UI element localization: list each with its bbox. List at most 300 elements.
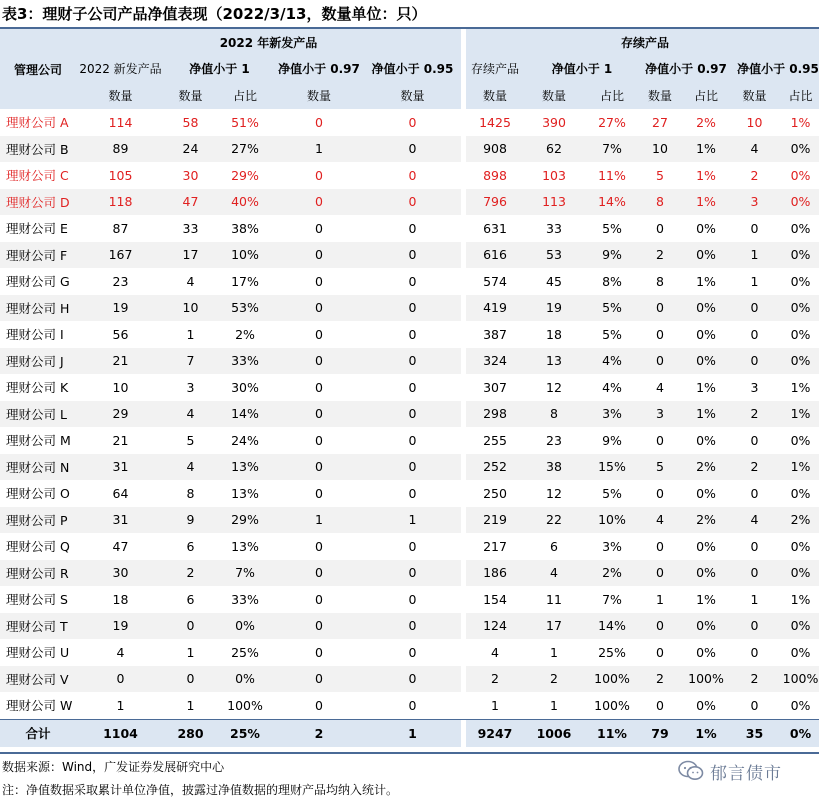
cell-ex-lt1: 1006 xyxy=(524,719,584,747)
cell-new-count: 31 xyxy=(76,507,165,534)
header-count: 数量 xyxy=(732,82,777,109)
cell-new-lt1-pct: 0% xyxy=(216,666,274,693)
cell-new-count: 18 xyxy=(76,586,165,613)
header-count: 数量 xyxy=(165,82,216,109)
cell-new-lt1: 47 xyxy=(165,189,216,216)
cell-ex-lt1-pct: 3% xyxy=(584,533,640,560)
cell-new-lt1-pct: 0% xyxy=(216,613,274,640)
table-row xyxy=(0,639,819,666)
cell-ex-lt097-pct: 1% xyxy=(680,189,732,216)
cell-new-lt1-pct: 13% xyxy=(216,480,274,507)
cell-ex-count: 255 xyxy=(466,427,524,454)
cell-new-count: 114 xyxy=(76,109,165,136)
cell-ex-lt095-pct: 0% xyxy=(777,719,819,747)
cell-ex-lt095: 0 xyxy=(732,348,777,375)
cell-company: 理财公司 M xyxy=(0,427,76,454)
cell-ex-lt095-pct: 0% xyxy=(777,692,819,719)
cell-ex-lt095: 0 xyxy=(732,692,777,719)
cell-new-lt095: 0 xyxy=(364,374,461,401)
cell-ex-lt095: 0 xyxy=(732,480,777,507)
total-row xyxy=(0,719,819,747)
cell-new-lt1: 4 xyxy=(165,401,216,428)
cell-ex-count: 2 xyxy=(466,666,524,693)
cell-ex-lt097-pct: 2% xyxy=(680,507,732,534)
cell-ex-count: 9247 xyxy=(466,719,524,747)
cell-new-count: 87 xyxy=(76,215,165,242)
cell-ex-count: 4 xyxy=(466,639,524,666)
cell-ex-lt1: 22 xyxy=(524,507,584,534)
cell-ex-count: 419 xyxy=(466,295,524,322)
cell-new-count: 0 xyxy=(76,666,165,693)
cell-ex-lt1-pct: 7% xyxy=(584,136,640,163)
cell-ex-lt097: 0 xyxy=(640,321,680,348)
cell-new-lt097: 1 xyxy=(274,136,364,163)
cell-new-lt097: 0 xyxy=(274,613,364,640)
cell-ex-lt097-pct: 0% xyxy=(680,613,732,640)
cell-ex-lt1: 1 xyxy=(524,639,584,666)
cell-company: 理财公司 Q xyxy=(0,533,76,560)
cell-company: 理财公司 A xyxy=(0,109,76,136)
nav-table xyxy=(0,29,819,747)
cell-new-lt095: 0 xyxy=(364,586,461,613)
header-existing: 存续产品 xyxy=(466,55,524,82)
cell-ex-lt095: 3 xyxy=(732,374,777,401)
cell-ex-lt097: 3 xyxy=(640,401,680,428)
cell-ex-count: 252 xyxy=(466,454,524,481)
cell-ex-lt097: 0 xyxy=(640,348,680,375)
cell-ex-lt095-pct: 2% xyxy=(777,507,819,534)
cell-new-lt097: 0 xyxy=(274,374,364,401)
cell-ex-count: 387 xyxy=(466,321,524,348)
cell-new-lt097: 0 xyxy=(274,401,364,428)
cell-new-lt1: 0 xyxy=(165,666,216,693)
cell-ex-lt1-pct: 9% xyxy=(584,427,640,454)
cell-ex-lt1-pct: 8% xyxy=(584,268,640,295)
cell-new-lt1: 24 xyxy=(165,136,216,163)
cell-ex-lt095-pct: 1% xyxy=(777,454,819,481)
cell-company: 理财公司 E xyxy=(0,215,76,242)
cell-new-count: 21 xyxy=(76,427,165,454)
cell-new-lt1-pct: 24% xyxy=(216,427,274,454)
cell-new-lt1-pct: 14% xyxy=(216,401,274,428)
cell-new-lt095: 0 xyxy=(364,162,461,189)
cell-new-lt095: 0 xyxy=(364,613,461,640)
cell-ex-lt095: 2 xyxy=(732,666,777,693)
cell-ex-lt095-pct: 0% xyxy=(777,321,819,348)
cell-ex-lt095: 0 xyxy=(732,533,777,560)
cell-company: 理财公司 G xyxy=(0,268,76,295)
cell-ex-lt095: 0 xyxy=(732,215,777,242)
cell-new-lt097: 0 xyxy=(274,639,364,666)
cell-ex-lt095-pct: 0% xyxy=(777,162,819,189)
cell-ex-lt1-pct: 15% xyxy=(584,454,640,481)
header-ex-lt097: 净值小于 0.97 xyxy=(640,55,732,82)
cell-new-lt095: 0 xyxy=(364,109,461,136)
header-group-new: 2022 年新发产品 xyxy=(76,29,461,55)
cell-new-lt095: 0 xyxy=(364,639,461,666)
cell-ex-lt095-pct: 0% xyxy=(777,136,819,163)
cell-ex-count: 908 xyxy=(466,136,524,163)
header-count: 数量 xyxy=(524,82,584,109)
cell-new-lt1: 5 xyxy=(165,427,216,454)
cell-new-lt1: 4 xyxy=(165,454,216,481)
cell-ex-lt095-pct: 1% xyxy=(777,109,819,136)
cell-ex-lt095: 10 xyxy=(732,109,777,136)
cell-ex-lt1: 38 xyxy=(524,454,584,481)
cell-new-count: 64 xyxy=(76,480,165,507)
cell-new-lt1-pct: 7% xyxy=(216,560,274,587)
cell-ex-lt095-pct: 0% xyxy=(777,215,819,242)
cell-ex-lt1-pct: 3% xyxy=(584,401,640,428)
cell-ex-lt097-pct: 0% xyxy=(680,427,732,454)
cell-new-count: 47 xyxy=(76,533,165,560)
cell-ex-lt095: 0 xyxy=(732,321,777,348)
cell-ex-count: 1425 xyxy=(466,109,524,136)
cell-new-lt1: 30 xyxy=(165,162,216,189)
table-header xyxy=(0,29,819,109)
cell-ex-lt097: 1 xyxy=(640,586,680,613)
cell-ex-lt097: 0 xyxy=(640,427,680,454)
table-row xyxy=(0,454,819,481)
cell-new-count: 4 xyxy=(76,639,165,666)
cell-ex-lt1-pct: 5% xyxy=(584,215,640,242)
cell-new-lt095: 0 xyxy=(364,242,461,269)
table-row xyxy=(0,507,819,534)
cell-ex-count: 616 xyxy=(466,242,524,269)
cell-new-lt1-pct: 10% xyxy=(216,242,274,269)
cell-new-lt1-pct: 100% xyxy=(216,692,274,719)
cell-new-lt095: 0 xyxy=(364,401,461,428)
cell-ex-lt1: 12 xyxy=(524,480,584,507)
header-ex-lt1: 净值小于 1 xyxy=(524,55,640,82)
cell-ex-lt1-pct: 11% xyxy=(584,162,640,189)
source-note: 数据来源：Wind，广发证券发展研究中心 xyxy=(2,760,225,774)
cell-new-lt095: 0 xyxy=(364,480,461,507)
table-footer xyxy=(0,719,819,747)
table-row xyxy=(0,586,819,613)
cell-ex-count: 217 xyxy=(466,533,524,560)
cell-ex-lt1: 113 xyxy=(524,189,584,216)
cell-new-lt095: 0 xyxy=(364,454,461,481)
cell-new-lt1-pct: 29% xyxy=(216,162,274,189)
cell-ex-lt097: 0 xyxy=(640,533,680,560)
cell-ex-count: 219 xyxy=(466,507,524,534)
cell-ex-lt1-pct: 100% xyxy=(584,692,640,719)
cell-company: 理财公司 I xyxy=(0,321,76,348)
cell-ex-lt095: 0 xyxy=(732,560,777,587)
cell-ex-lt097: 0 xyxy=(640,613,680,640)
cell-ex-lt095-pct: 0% xyxy=(777,533,819,560)
cell-ex-lt095-pct: 0% xyxy=(777,480,819,507)
cell-ex-lt097: 0 xyxy=(640,480,680,507)
cell-new-lt097: 0 xyxy=(274,480,364,507)
cell-ex-lt097: 5 xyxy=(640,162,680,189)
cell-ex-lt095-pct: 0% xyxy=(777,560,819,587)
cell-new-lt1: 1 xyxy=(165,321,216,348)
logo-text: 郁言债市 xyxy=(710,763,782,784)
cell-ex-lt1: 19 xyxy=(524,295,584,322)
cell-new-lt1-pct: 27% xyxy=(216,136,274,163)
cell-ex-count: 298 xyxy=(466,401,524,428)
cell-new-lt1: 1 xyxy=(165,692,216,719)
cell-company: 理财公司 W xyxy=(0,692,76,719)
cell-company: 理财公司 B xyxy=(0,136,76,163)
cell-new-lt1-pct: 38% xyxy=(216,215,274,242)
header-new-lt095: 净值小于 0.95 xyxy=(364,55,461,82)
cell-company: 理财公司 J xyxy=(0,348,76,375)
cell-new-count: 1 xyxy=(76,692,165,719)
cell-ex-lt1-pct: 25% xyxy=(584,639,640,666)
cell-ex-lt1: 8 xyxy=(524,401,584,428)
cell-new-lt095: 0 xyxy=(364,666,461,693)
cell-ex-lt097-pct: 1% xyxy=(680,136,732,163)
table-row xyxy=(0,374,819,401)
cell-ex-lt095: 4 xyxy=(732,136,777,163)
cell-ex-count: 631 xyxy=(466,215,524,242)
cell-new-count: 118 xyxy=(76,189,165,216)
cell-new-lt097: 1 xyxy=(274,507,364,534)
cell-company: 理财公司 T xyxy=(0,613,76,640)
cell-new-lt097: 2 xyxy=(274,719,364,747)
cell-new-count: 30 xyxy=(76,560,165,587)
table-row xyxy=(0,215,819,242)
table-body xyxy=(0,109,819,719)
cell-ex-lt097: 10 xyxy=(640,136,680,163)
cell-ex-lt1-pct: 4% xyxy=(584,348,640,375)
header-count: 数量 xyxy=(364,82,461,109)
cell-ex-lt097-pct: 1% xyxy=(680,586,732,613)
cell-ex-lt097-pct: 0% xyxy=(680,295,732,322)
cell-new-lt1: 3 xyxy=(165,374,216,401)
cell-new-lt1: 9 xyxy=(165,507,216,534)
cell-ex-count: 186 xyxy=(466,560,524,587)
cell-ex-lt095: 1 xyxy=(732,586,777,613)
cell-ex-lt095-pct: 0% xyxy=(777,189,819,216)
cell-new-lt1: 33 xyxy=(165,215,216,242)
table-row xyxy=(0,268,819,295)
cell-new-lt097: 0 xyxy=(274,348,364,375)
cell-ex-lt095: 0 xyxy=(732,295,777,322)
cell-new-lt097: 0 xyxy=(274,692,364,719)
cell-ex-lt095: 3 xyxy=(732,189,777,216)
cell-ex-lt097: 79 xyxy=(640,719,680,747)
cell-ex-lt095-pct: 0% xyxy=(777,242,819,269)
cell-ex-lt1: 4 xyxy=(524,560,584,587)
cell-new-lt1-pct: 51% xyxy=(216,109,274,136)
cell-new-lt1-pct: 2% xyxy=(216,321,274,348)
cell-ex-lt095-pct: 0% xyxy=(777,639,819,666)
cell-new-lt1: 6 xyxy=(165,533,216,560)
cell-ex-count: 324 xyxy=(466,348,524,375)
cell-ex-lt1: 1 xyxy=(524,692,584,719)
cell-ex-lt1: 2 xyxy=(524,666,584,693)
cell-company: 理财公司 R xyxy=(0,560,76,587)
cell-new-lt1: 10 xyxy=(165,295,216,322)
table-row xyxy=(0,560,819,587)
cell-new-lt097: 0 xyxy=(274,162,364,189)
table-row xyxy=(0,613,819,640)
cell-company: 理财公司 P xyxy=(0,507,76,534)
table-row xyxy=(0,427,819,454)
cell-new-lt095: 0 xyxy=(364,295,461,322)
cell-new-count: 21 xyxy=(76,348,165,375)
cell-ex-lt097: 0 xyxy=(640,639,680,666)
cell-company: 理财公司 O xyxy=(0,480,76,507)
cell-ex-lt097: 5 xyxy=(640,454,680,481)
cell-ex-lt097: 2 xyxy=(640,242,680,269)
cell-new-lt097: 0 xyxy=(274,427,364,454)
cell-new-lt1-pct: 25% xyxy=(216,719,274,747)
header-count: 数量 xyxy=(274,82,364,109)
cell-ex-lt097-pct: 1% xyxy=(680,162,732,189)
table-row xyxy=(0,321,819,348)
cell-company: 理财公司 N xyxy=(0,454,76,481)
cell-ex-lt1-pct: 7% xyxy=(584,586,640,613)
cell-new-lt1: 58 xyxy=(165,109,216,136)
cell-new-lt097: 0 xyxy=(274,586,364,613)
cell-ex-lt097: 0 xyxy=(640,295,680,322)
cell-ex-lt1-pct: 5% xyxy=(584,480,640,507)
cell-new-lt095: 0 xyxy=(364,533,461,560)
cell-ex-lt097: 0 xyxy=(640,215,680,242)
cell-ex-lt097: 8 xyxy=(640,268,680,295)
table-title: 表3：理财子公司产品净值表现（2022/3/13，数量单位：只） xyxy=(2,5,427,23)
header-ex-lt095: 净值小于 0.95 xyxy=(732,55,819,82)
cell-ex-count: 124 xyxy=(466,613,524,640)
cell-new-lt095: 0 xyxy=(364,321,461,348)
cell-ex-lt097: 4 xyxy=(640,374,680,401)
cell-ex-lt095-pct: 1% xyxy=(777,401,819,428)
cell-new-lt097: 0 xyxy=(274,560,364,587)
cell-ex-lt095-pct: 1% xyxy=(777,374,819,401)
cell-new-lt1: 7 xyxy=(165,348,216,375)
total-label: 合计 xyxy=(0,719,76,747)
cell-ex-lt097-pct: 0% xyxy=(680,321,732,348)
table-row xyxy=(0,666,819,693)
cell-ex-lt095: 4 xyxy=(732,507,777,534)
cell-ex-lt095: 1 xyxy=(732,268,777,295)
table-row xyxy=(0,162,819,189)
cell-new-lt097: 0 xyxy=(274,321,364,348)
cell-ex-lt1: 18 xyxy=(524,321,584,348)
cell-ex-lt1: 11 xyxy=(524,586,584,613)
header-group-existing: 存续产品 xyxy=(466,29,819,55)
header-new-lt1: 净值小于 1 xyxy=(165,55,274,82)
cell-new-lt1: 0 xyxy=(165,613,216,640)
cell-company: 理财公司 V xyxy=(0,666,76,693)
header-ratio: 占比 xyxy=(777,82,819,109)
header-new-issue: 2022 新发产品 xyxy=(76,55,165,82)
bottom-rule xyxy=(0,752,819,754)
cell-new-lt095: 0 xyxy=(364,692,461,719)
header-new-lt097: 净值小于 0.97 xyxy=(274,55,364,82)
cell-new-lt1-pct: 33% xyxy=(216,586,274,613)
header-ratio: 占比 xyxy=(216,82,274,109)
cell-ex-lt095: 35 xyxy=(732,719,777,747)
cell-ex-lt1: 6 xyxy=(524,533,584,560)
cell-ex-count: 1 xyxy=(466,692,524,719)
cell-company: 理财公司 U xyxy=(0,639,76,666)
cell-new-count: 19 xyxy=(76,295,165,322)
cell-new-count: 105 xyxy=(76,162,165,189)
table-row xyxy=(0,533,819,560)
cell-ex-lt1-pct: 10% xyxy=(584,507,640,534)
cell-ex-lt097: 8 xyxy=(640,189,680,216)
cell-ex-lt1-pct: 5% xyxy=(584,321,640,348)
cell-ex-lt095-pct: 0% xyxy=(777,613,819,640)
cell-ex-lt095-pct: 1% xyxy=(777,586,819,613)
cell-new-lt1-pct: 13% xyxy=(216,454,274,481)
header-ratio: 占比 xyxy=(680,82,732,109)
cell-company: 理财公司 S xyxy=(0,586,76,613)
cell-ex-lt095: 0 xyxy=(732,639,777,666)
cell-new-lt1: 1 xyxy=(165,639,216,666)
cell-new-lt1-pct: 40% xyxy=(216,189,274,216)
cell-new-count: 56 xyxy=(76,321,165,348)
cell-new-lt1: 2 xyxy=(165,560,216,587)
cell-ex-count: 307 xyxy=(466,374,524,401)
cell-ex-lt097-pct: 2% xyxy=(680,109,732,136)
cell-ex-lt095-pct: 100% xyxy=(777,666,819,693)
cell-ex-lt1: 103 xyxy=(524,162,584,189)
cell-ex-lt097-pct: 0% xyxy=(680,348,732,375)
cell-new-lt097: 0 xyxy=(274,533,364,560)
cell-new-lt095: 0 xyxy=(364,136,461,163)
cell-new-lt097: 0 xyxy=(274,215,364,242)
cell-new-count: 19 xyxy=(76,613,165,640)
cell-new-lt097: 0 xyxy=(274,268,364,295)
cell-new-lt097: 0 xyxy=(274,242,364,269)
cell-ex-lt095: 1 xyxy=(732,242,777,269)
cell-new-lt097: 0 xyxy=(274,295,364,322)
cell-ex-lt1-pct: 27% xyxy=(584,109,640,136)
footnote: 注：净值数据采取累计单位净值，披露过净值数据的理财产品均纳入统计。 xyxy=(2,783,399,797)
table-row xyxy=(0,242,819,269)
cell-new-lt095: 0 xyxy=(364,560,461,587)
header-count: 数量 xyxy=(76,82,165,109)
cell-company: 理财公司 K xyxy=(0,374,76,401)
cell-ex-lt097: 2 xyxy=(640,666,680,693)
cell-ex-lt097: 0 xyxy=(640,692,680,719)
cell-ex-lt095-pct: 0% xyxy=(777,295,819,322)
cell-new-lt1: 280 xyxy=(165,719,216,747)
cell-ex-lt1-pct: 5% xyxy=(584,295,640,322)
cell-company: 理财公司 D xyxy=(0,189,76,216)
table-row xyxy=(0,136,819,163)
cell-ex-count: 154 xyxy=(466,586,524,613)
cell-company: 理财公司 F xyxy=(0,242,76,269)
cell-ex-lt097-pct: 0% xyxy=(680,560,732,587)
cell-ex-lt097-pct: 0% xyxy=(680,692,732,719)
table-row xyxy=(0,480,819,507)
cell-ex-lt097-pct: 2% xyxy=(680,454,732,481)
cell-ex-lt095-pct: 0% xyxy=(777,348,819,375)
cell-new-count: 1104 xyxy=(76,719,165,747)
table-row xyxy=(0,348,819,375)
cell-new-lt095: 0 xyxy=(364,189,461,216)
cell-company: 理财公司 H xyxy=(0,295,76,322)
cell-ex-lt097-pct: 0% xyxy=(680,480,732,507)
cell-ex-lt1: 62 xyxy=(524,136,584,163)
cell-new-lt1: 8 xyxy=(165,480,216,507)
cell-new-lt1: 4 xyxy=(165,268,216,295)
cell-new-lt095: 1 xyxy=(364,507,461,534)
cell-ex-lt095: 2 xyxy=(732,401,777,428)
cell-ex-lt097-pct: 0% xyxy=(680,533,732,560)
cell-ex-lt1-pct: 9% xyxy=(584,242,640,269)
cell-new-count: 29 xyxy=(76,401,165,428)
cell-ex-lt097-pct: 0% xyxy=(680,639,732,666)
